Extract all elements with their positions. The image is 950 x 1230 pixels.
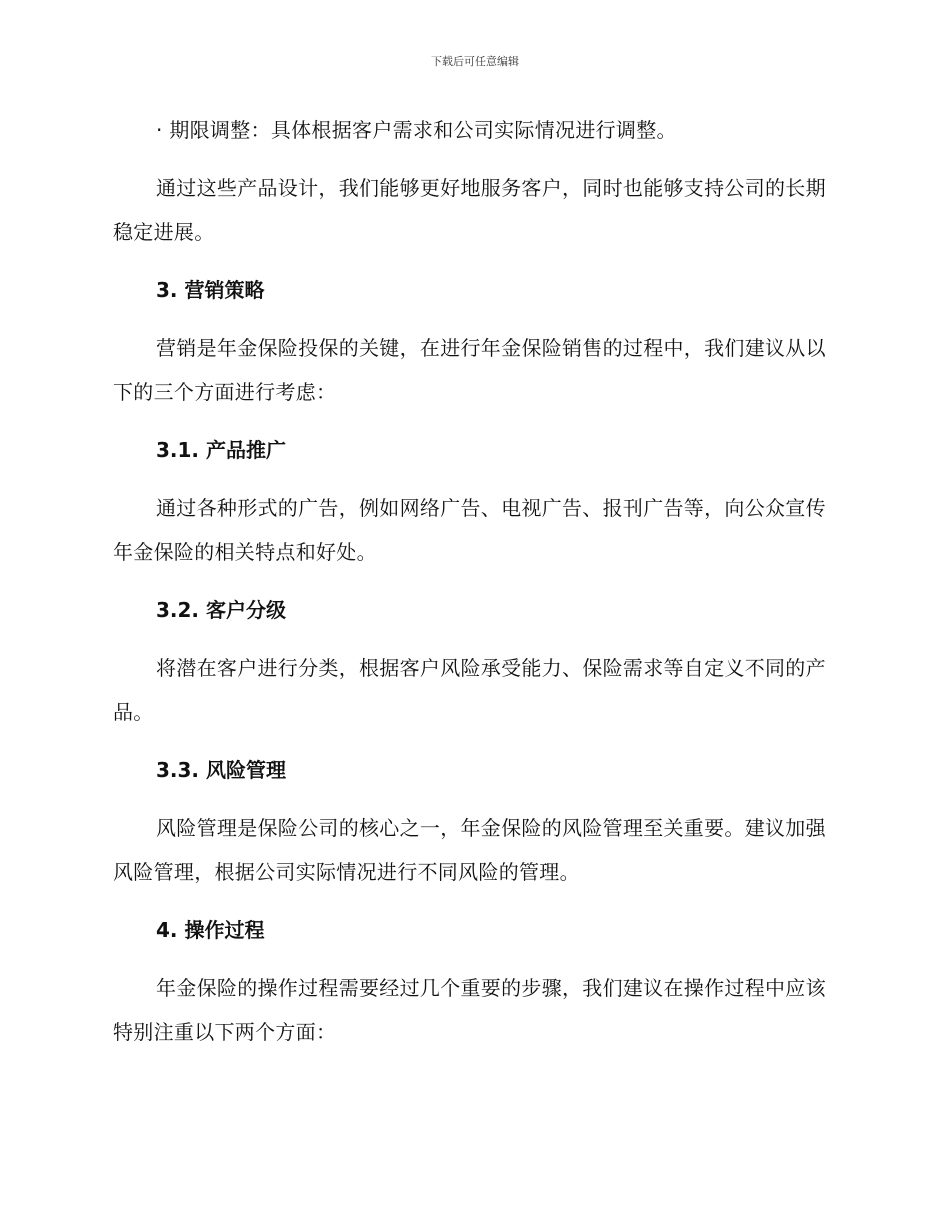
- document-body: [113, 108, 829, 1068]
- paragraph-marketing-intro: 营销是年金保险投保的关键，在进行年金保险销售的过程中，我们建议从以下的三个方面进行考虑：: [113, 336, 826, 404]
- page-header: 下载后可任意编辑: [431, 55, 519, 68]
- heading-risk-management: 3.3. 风险管理: [156, 758, 286, 782]
- heading-marketing-strategy: 3. 营销策略: [156, 278, 265, 302]
- heading-customer-segmentation: 3.2. 客户分级: [156, 598, 286, 622]
- heading-product-promotion: 3.1. 产品推广: [156, 438, 286, 462]
- paragraph-product-design-summary: 通过这些产品设计，我们能够更好地服务客户，同时也能够支持公司的长期稳定进展。: [113, 176, 826, 244]
- heading-operation-process: 4. 操作过程: [156, 918, 265, 942]
- bullet-term-adjustment: · 期限调整：具体根据客户需求和公司实际情况进行调整。: [156, 118, 677, 142]
- paragraph-product-promotion: 通过各种形式的广告，例如网络广告、电视广告、报刊广告等，向公众宣传年金保险的相关特点和好处。: [113, 496, 826, 564]
- paragraph-operation-process: 年金保险的操作过程需要经过几个重要的步骤，我们建议在操作过程中应该特别注重以下两个方面：: [113, 976, 826, 1044]
- paragraph-customer-segmentation: 将潜在客户进行分类，根据客户风险承受能力、保险需求等自定义不同的产品。: [113, 656, 826, 724]
- paragraph-risk-management: 风险管理是保险公司的核心之一，年金保险的风险管理至关重要。建议加强风险管理，根据公司实际情况进行不同风险的管理。: [113, 816, 826, 884]
